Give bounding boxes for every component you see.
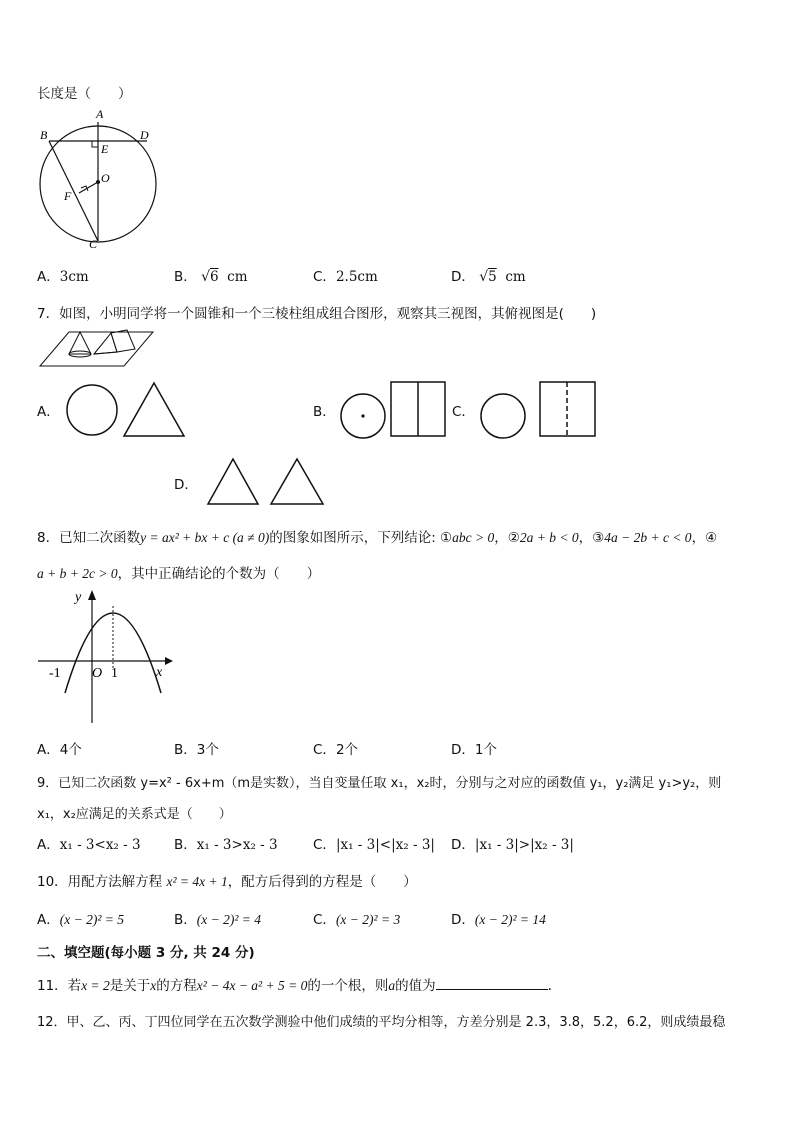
q10-option-b[interactable]: B．(x − 2)² = 4 xyxy=(174,912,262,928)
q7-option-b-figure[interactable] xyxy=(340,380,450,440)
axis-x-label: x xyxy=(156,665,163,680)
label-o: O xyxy=(101,171,110,185)
q8-option-d[interactable]: D．1个 xyxy=(451,742,497,758)
q7-option-d-letter: D． xyxy=(174,477,198,493)
section-heading-fill-blank: 二、填空题(每小题 3 分, 共 24 分) xyxy=(37,945,255,961)
q9-option-d[interactable]: D．|x₁ - 3|>|x₂ - 3| xyxy=(451,837,574,853)
q9-stem-line1: 9．已知二次函数 y=x² - 6x+m（m是实数），当自变量任取 x₁，x₂时，分别与之对应的函数值 y₁，y₂满足 y₁>y₂，则 xyxy=(37,776,722,791)
q10-option-d[interactable]: D．(x − 2)² = 14 xyxy=(451,912,546,928)
label-a: A xyxy=(96,107,104,121)
tick-1: 1 xyxy=(111,666,118,681)
sqrt-sign: √ xyxy=(479,269,489,285)
q8-stem-line2: a + b + 2c > 0，其中正确结论的个数为（ ） xyxy=(37,566,321,582)
axis-y-label: y xyxy=(75,590,82,605)
q8-option-a[interactable]: A．4个 xyxy=(37,742,82,758)
origin-label: O xyxy=(92,666,103,681)
q8-stem-line1: 8．已知二次函数y = ax² + bx + c (a ≠ 0)的图象如图所示，下列结论: ①abc > 0，②2a + b < 0，③4a − 2b + c < 0，④ xyxy=(37,530,718,546)
q9-option-b[interactable]: B．x₁ - 3>x₂ - 3 xyxy=(174,837,278,853)
label-e: E xyxy=(101,142,109,156)
q9-option-a[interactable]: A．x₁ - 3<x₂ - 3 xyxy=(37,837,141,853)
q10-option-a[interactable]: A．(x − 2)² = 5 xyxy=(37,912,125,928)
q7-option-d-figure[interactable] xyxy=(206,456,331,508)
q6-option-d[interactable]: D． √5 cm xyxy=(451,269,526,285)
q11-answer-blank[interactable] xyxy=(436,977,548,990)
q10-stem: 10．用配方法解方程 x² = 4x + 1，配方后得到的方程是（ ） xyxy=(37,874,417,890)
q7-stem: 7．如图，小明同学将一个圆锥和一个三棱柱组成组合图形，观察其三视图，其俯视图是( ) xyxy=(37,306,597,322)
q10-option-c[interactable]: C．(x − 2)² = 3 xyxy=(313,912,401,928)
q6-option-a[interactable]: A．3cm xyxy=(37,269,89,285)
q11-stem: 11．若x = 2是关于x的方程x² − 4x − a² + 5 = 0的一个根，则a的值为 . xyxy=(37,978,552,994)
q7-option-c-figure[interactable] xyxy=(479,380,604,440)
q7-solid-figure xyxy=(37,328,157,368)
q6-stem-tail: 长度是（ ） xyxy=(37,86,132,102)
label-d: D xyxy=(140,128,149,142)
q6-circle-figure xyxy=(35,105,165,251)
q8-option-c[interactable]: C．2个 xyxy=(313,742,359,758)
q8-option-b[interactable]: B．3个 xyxy=(174,742,219,758)
q7-option-a-letter: A． xyxy=(37,404,60,420)
tick-neg1: -1 xyxy=(49,666,61,681)
q7-option-b-letter: B． xyxy=(313,404,336,420)
q8-parabola-graph xyxy=(35,588,175,728)
label-f: F xyxy=(64,189,72,203)
q9-stem-line2: x₁，x₂应满足的关系式是（ ） xyxy=(37,807,232,822)
q9-option-c[interactable]: C．|x₁ - 3|<|x₂ - 3| xyxy=(313,837,435,853)
label-c: C xyxy=(89,237,98,251)
label-b: B xyxy=(40,128,48,142)
q6-option-c[interactable]: C．2.5cm xyxy=(313,269,378,285)
q7-option-a-figure[interactable] xyxy=(64,380,189,440)
q6-option-b[interactable]: B． √6 cm xyxy=(174,269,248,285)
sqrt-sign: √ xyxy=(201,269,210,285)
q12-stem: 12．甲、乙、丙、丁四位同学在五次数学测验中他们成绩的平均分相等，方差分别是 2.3，3.8，5.2，6.2，则成绩最稳 xyxy=(37,1015,726,1030)
q7-option-c-letter: C． xyxy=(452,404,475,420)
